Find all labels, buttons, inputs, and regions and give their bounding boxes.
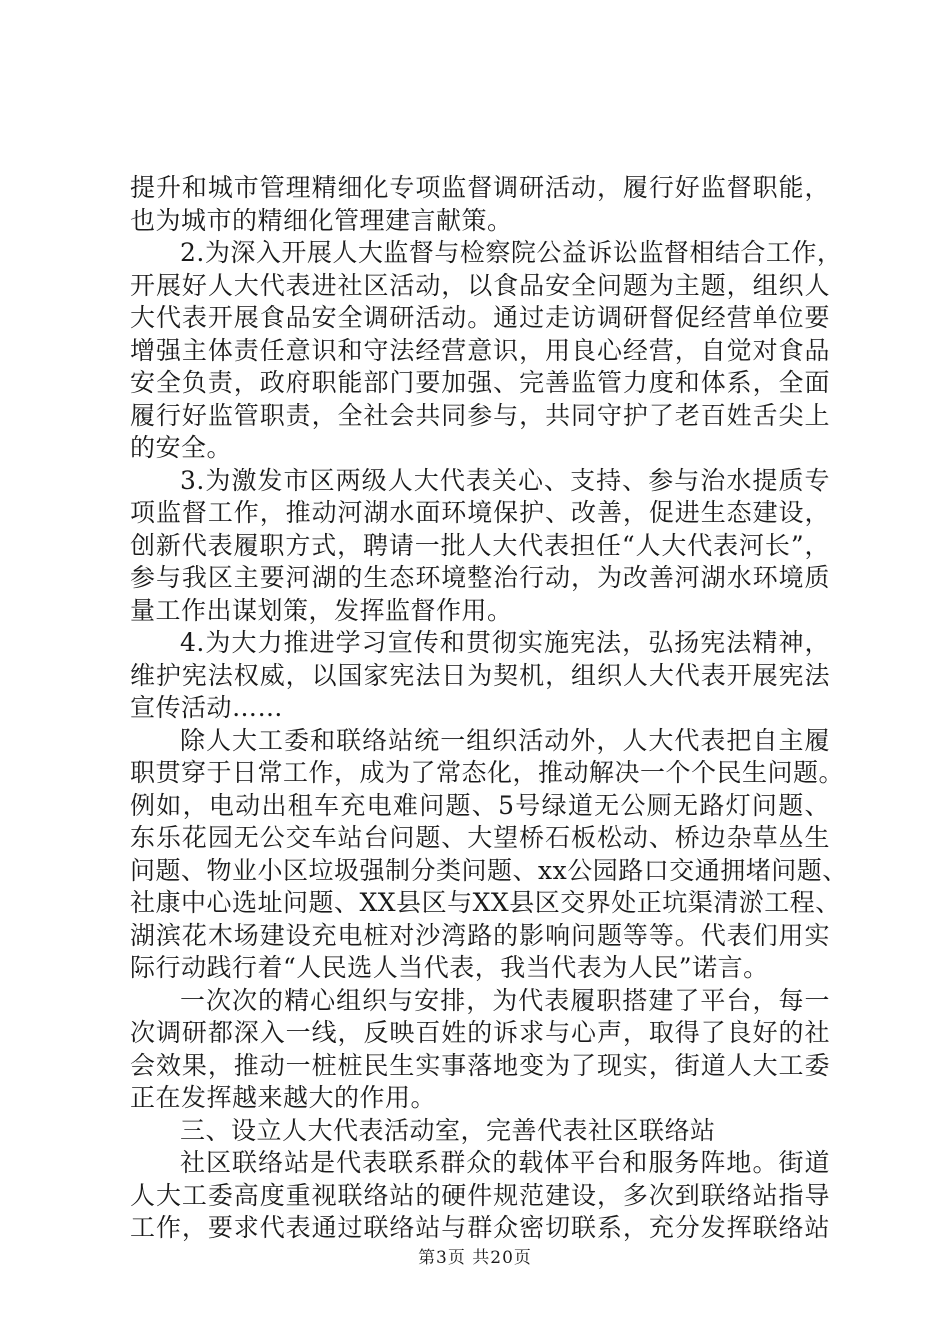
text-line: 2.为深入开展人大监督与检察院公益诉讼监督相结合工作， xyxy=(180,238,843,267)
text-line: 3.为激发市区两级人大代表关心、支持、参与治水提质专 xyxy=(180,465,830,495)
text-line: 职贯穿于日常工作，成为了常态化，推动解决一个个民生问题。 xyxy=(130,758,845,787)
text-line: 一次次的精心组织与安排，为代表履职搭建了平台，每一 xyxy=(180,985,830,1015)
text-line: 除人大工委和联络站统一组织活动外，人大代表把自主履 xyxy=(180,725,830,755)
text-line: 创新代表履职方式，聘请一批人大代表担任“人大代表河长”， xyxy=(130,530,830,560)
text-line: 三、设立人大代表活动室，完善代表社区联络站 xyxy=(180,1115,716,1145)
text-line: 社区联络站是代表联系群众的载体平台和服务阵地。街道 xyxy=(180,1148,830,1177)
text-line: 参与我区主要河湖的生态环境整治行动，为改善河湖水环境质 xyxy=(130,563,830,592)
text-line: 提升和城市管理精细化专项监督调研活动，履行好监督职能， xyxy=(130,173,830,202)
text-line: 安全负责，政府职能部门要加强、完善监管力度和体系，全面 xyxy=(130,368,830,397)
text-line: 维护宪法权威，以国家宪法日为契机，组织人大代表开展宪法 xyxy=(130,660,830,690)
text-line: 增强主体责任意识和守法经营意识，用良心经营，自觉对食品 xyxy=(130,335,830,365)
text-line: 量工作出谋划策，发挥监督作用。 xyxy=(130,595,513,625)
text-line: 4.为大力推进学习宣传和贯彻实施宪法，弘扬宪法精神， xyxy=(180,628,830,657)
text-line: 工作，要求代表通过联络站与群众密切联系，充分发挥联络站 xyxy=(130,1213,830,1242)
page-footer: 第3页 共20页 xyxy=(418,1248,532,1268)
text-line: 大代表开展食品安全调研活动。通过走访调研督促经营单位要 xyxy=(130,303,830,332)
text-line: 问题、物业小区垃圾强制分类问题、xx公园路口交通拥堵问题、 xyxy=(130,855,848,885)
text-line: 的安全。 xyxy=(130,433,233,462)
text-line: 也为城市的精细化管理建言献策。 xyxy=(130,205,513,235)
text-line: 湖滨花木场建设充电桩对沙湾路的影响问题等等。代表们用实 xyxy=(130,920,830,950)
text-line: 次调研都深入一线，反映百姓的诉求与心声，取得了良好的社 xyxy=(130,1018,830,1047)
text-line: 正在发挥越来越大的作用。 xyxy=(130,1083,437,1112)
text-line: 项监督工作，推动河湖水面环境保护、改善，促进生态建设， xyxy=(130,498,830,527)
text-line: 会效果，推动一桩桩民生实事落地变为了现实，街道人大工委 xyxy=(130,1050,830,1080)
text-line: 际行动践行着“人民选人当代表，我当代表为人民”诺言。 xyxy=(130,953,769,982)
text-line: 社康中心选址问题、XX县区与XX县区交界处正坑渠清淤工程、 xyxy=(130,888,841,917)
document-body xyxy=(130,172,848,1245)
text-line: 人大工委高度重视联络站的硬件规范建设，多次到联络站指导 xyxy=(130,1180,830,1210)
text-line: 履行好监管职责，全社会共同参与，共同守护了老百姓舌尖上 xyxy=(130,400,830,430)
text-line: 开展好人大代表进社区活动，以食品安全问题为主题，组织人 xyxy=(130,270,830,300)
text-line: 宣传活动…… xyxy=(130,693,284,722)
text-line: 东乐花园无公交车站台问题、大望桥石板松动、桥边杂草丛生 xyxy=(130,823,830,852)
text-line: 例如，电动出租车充电难问题、5号绿道无公厕无路灯问题、 xyxy=(130,790,830,820)
